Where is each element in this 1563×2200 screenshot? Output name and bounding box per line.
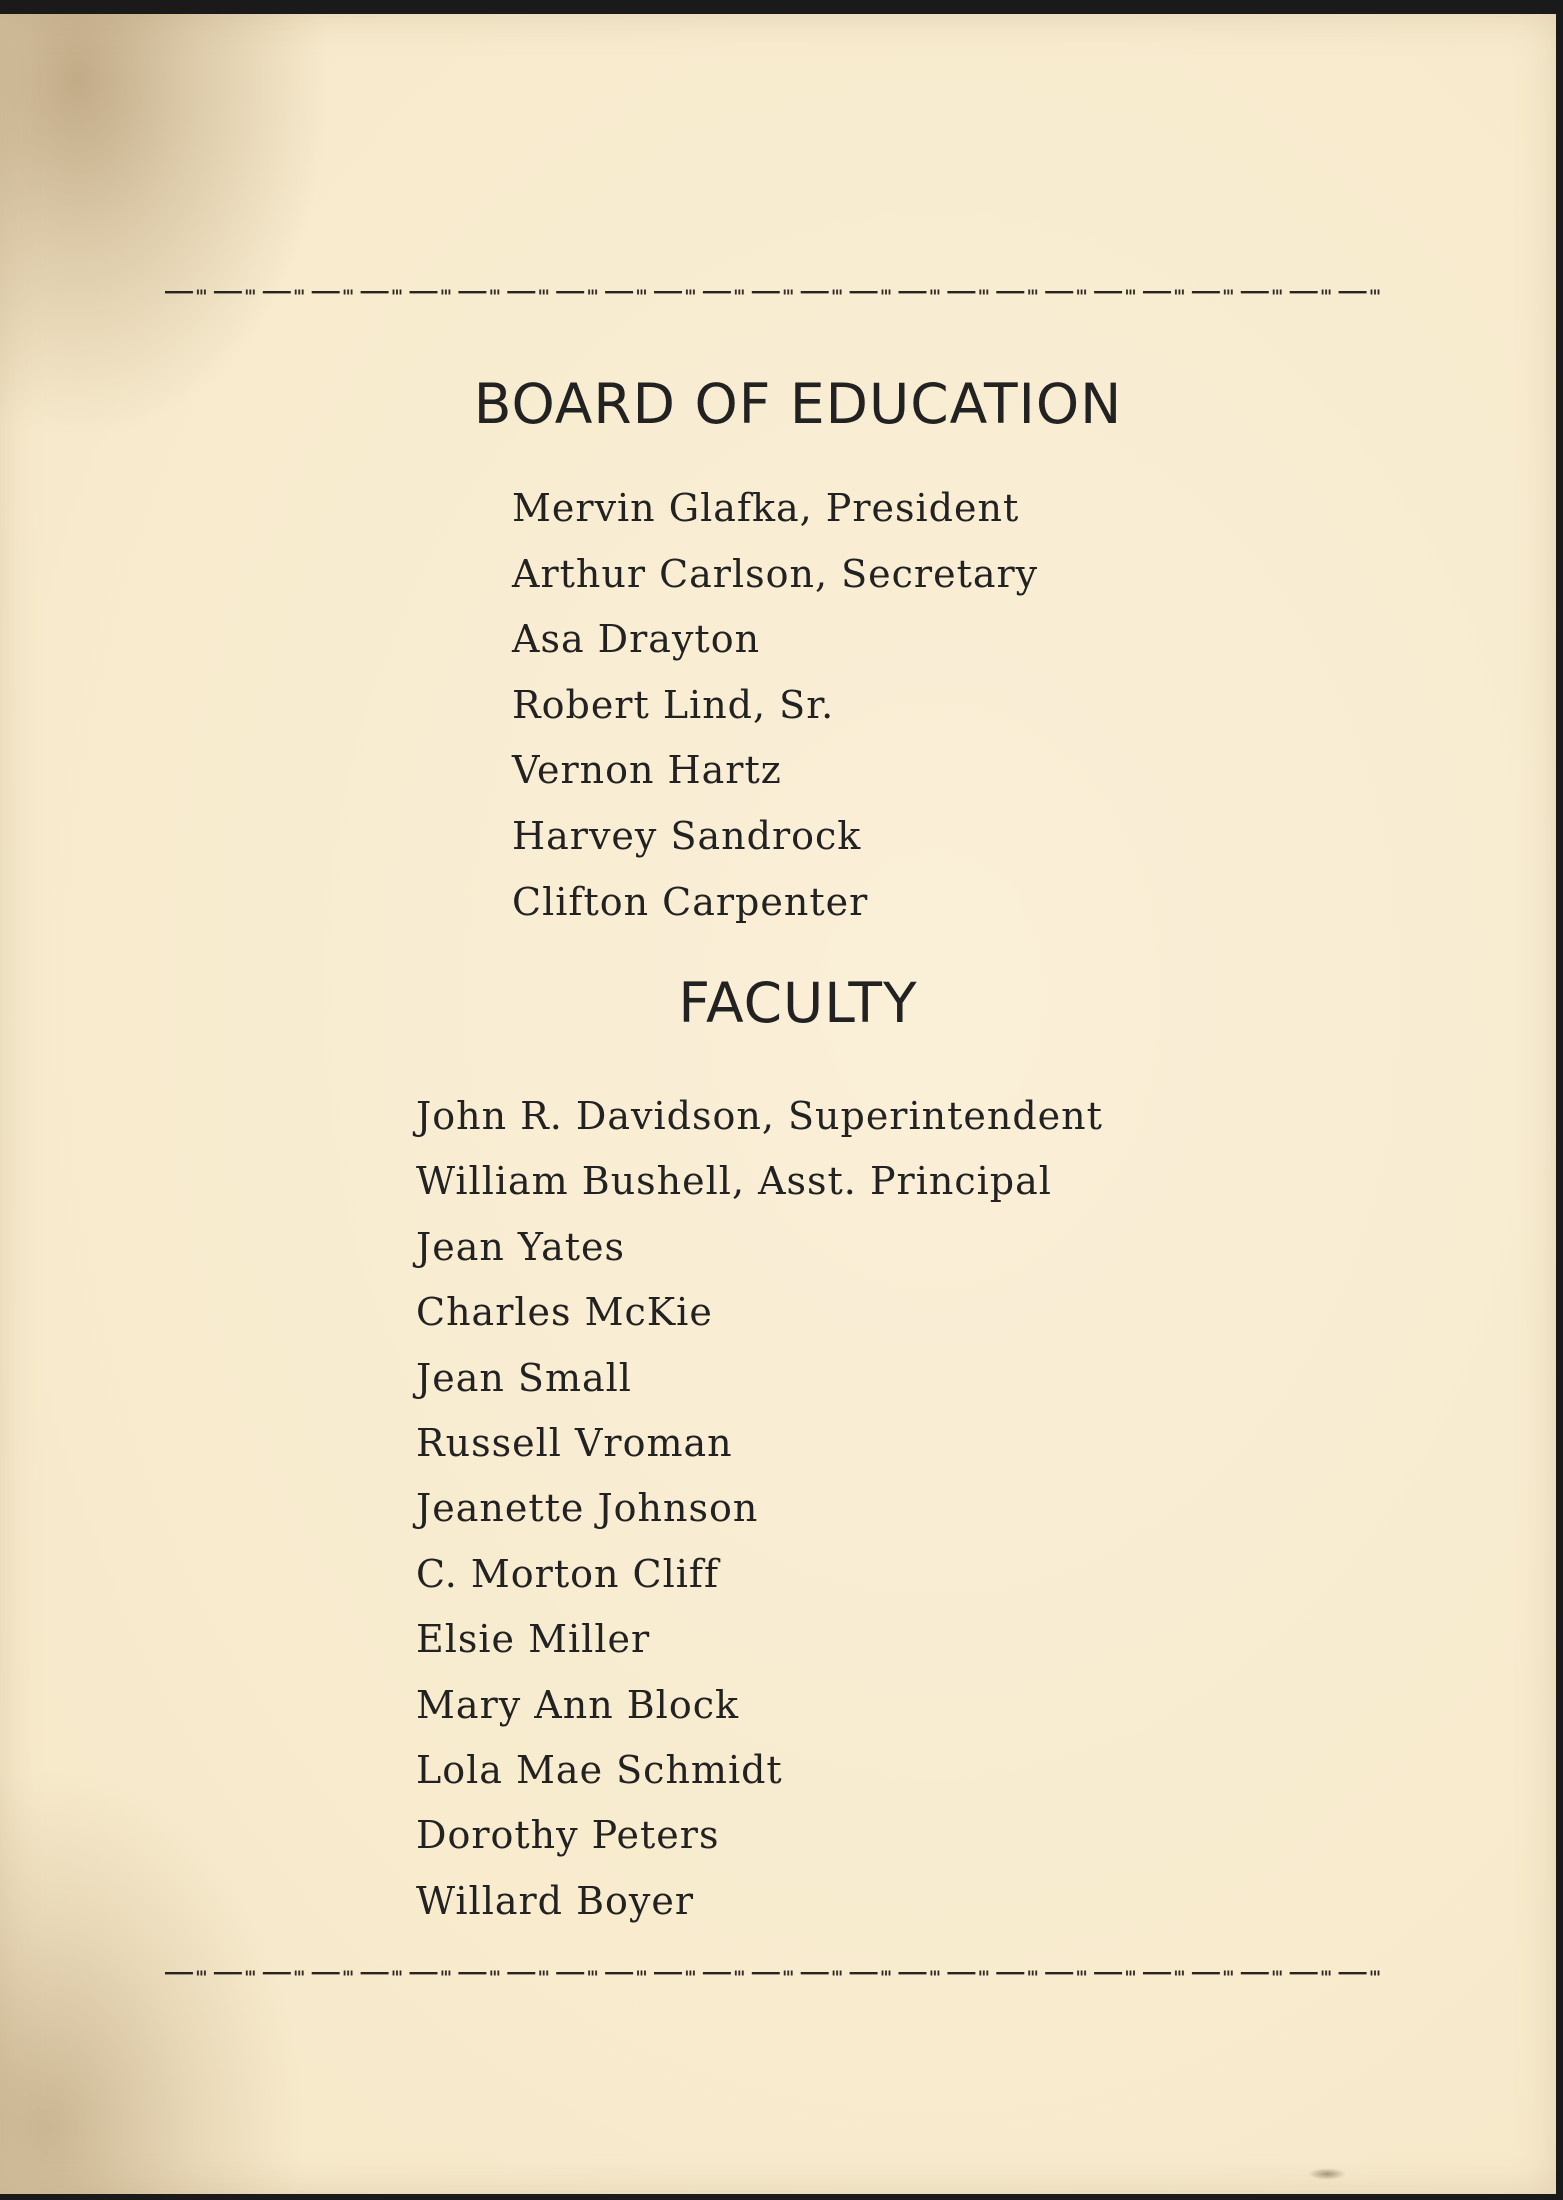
faculty-member: Russell Vroman <box>416 1420 733 1465</box>
faculty-member: Mary Ann Block <box>416 1682 740 1727</box>
program-page <box>0 14 1556 2194</box>
faculty-member: Lola Mae Schmidt <box>416 1747 783 1792</box>
faculty-member-list <box>416 1084 1103 1934</box>
faculty-member: Jeanette Johnson <box>416 1486 759 1531</box>
board-member: Vernon Hartz <box>512 748 782 793</box>
paper-blemish <box>1308 2168 1346 2180</box>
board-member: Mervin Glafka, President <box>512 486 1020 530</box>
board-member: Asa Drayton <box>512 617 761 662</box>
faculty-member: Elsie Miller <box>416 1617 651 1662</box>
faculty-member: Charles McKie <box>416 1290 713 1335</box>
board-member: Harvey Sandrock <box>512 813 862 858</box>
decorative-rule-top <box>165 288 1387 296</box>
board-member: Robert Lind, Sr. <box>512 682 835 727</box>
board-member-list <box>512 476 1038 935</box>
decorative-rule-bottom <box>165 1969 1387 1977</box>
board-of-education-heading: BOARD OF EDUCATION <box>473 372 1123 436</box>
faculty-member: William Bushell, Asst. Principal <box>416 1159 1052 1204</box>
faculty-member: Willard Boyer <box>416 1878 694 1923</box>
faculty-member: Jean Yates <box>416 1224 625 1269</box>
faculty-member: Dorothy Peters <box>416 1813 720 1858</box>
board-member: Arthur Carlson, Secretary <box>512 551 1039 596</box>
faculty-heading: FACULTY <box>678 971 918 1035</box>
faculty-member: C. Morton Cliff <box>416 1551 720 1596</box>
faculty-member: Jean Small <box>416 1355 632 1400</box>
board-member: Clifton Carpenter <box>512 879 869 924</box>
faculty-member: John R. Davidson, Superintendent <box>416 1094 1103 1138</box>
